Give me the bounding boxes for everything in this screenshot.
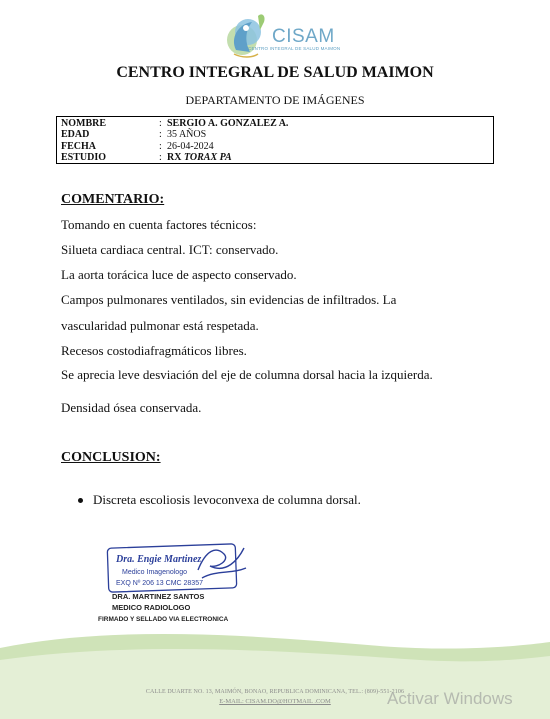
conclusion-item: Discreta escoliosis levoconvexa de columna dorsal. (93, 492, 361, 507)
comentario-line: vascularidad pulmonar está respetada. (61, 318, 259, 333)
signature-note: FIRMADO Y SELLADO VIA ELECTRONICA (98, 616, 229, 623)
info-separator: : (159, 152, 162, 163)
logo-subtitle: CENTRO INTEGRAL DE SALUD MAIMON (248, 46, 341, 51)
study-date: 26-04-2024 (167, 141, 214, 152)
comentario-line: Se aprecia leve desviación del eje de columna dorsal hacia la izquierda. (61, 367, 433, 382)
doctor-name: DRA. MARTINEZ SANTOS (112, 592, 205, 601)
doctor-title: MEDICO RADIOLOGO (112, 603, 191, 612)
patient-row-estudio (61, 152, 491, 163)
logo-wordmark: CISAM (272, 26, 335, 47)
conclusion-heading: CONCLUSION: (61, 450, 161, 465)
info-separator: : (159, 129, 162, 140)
comentario-line: Silueta cardiaca central. ICT: conservado. (61, 242, 279, 257)
comentario-line: Densidad ósea conservada. (61, 400, 202, 415)
patient-age: 35 AÑOS (167, 129, 207, 140)
info-label: FECHA (61, 141, 96, 152)
signature-stamp (106, 540, 256, 600)
info-label: ESTUDIO (61, 152, 107, 163)
patient-row-fecha (61, 141, 491, 152)
footer-address: CALLE DUARTE NO. 13, MAIMÓN, BONAO, REPUBLICA DOMINICANA, TEL.: (809)-551-2106 (145, 689, 405, 695)
comentario-line: Tomando en cuenta factores técnicos: (61, 217, 257, 232)
department-title: DEPARTAMENTO DE IMÁGENES (185, 93, 365, 107)
info-label: EDAD (61, 129, 90, 140)
cisam-logo (222, 10, 347, 62)
comentario-line: Recesos costodiafragmáticos libres. (61, 343, 247, 358)
stamp-role: Medico Imagenologo (122, 569, 187, 576)
patient-info-box (56, 116, 494, 164)
bullet-icon (78, 498, 83, 503)
handwritten-signature (198, 548, 246, 578)
comentario-line: Campos pulmonares ventilados, sin evidencias de infiltrados. La (61, 292, 397, 307)
study-type (167, 152, 232, 163)
windows-activation-watermark: Activar Windows (387, 689, 513, 708)
footer-email: E-MAIL: CISAM.DO@HOTMAIL .COM (219, 698, 331, 705)
comentario-heading: COMENTARIO: (61, 192, 165, 207)
page-title: CENTRO INTEGRAL DE SALUD MAIMON (116, 64, 434, 81)
patient-name: SERGIO A. GONZALEZ A. (167, 118, 289, 129)
info-label: NOMBRE (61, 118, 106, 129)
info-separator: : (159, 118, 162, 129)
info-separator: : (159, 141, 162, 152)
study-prefix: RX (167, 152, 184, 163)
stamp-id: EXQ Nº 206 13 CMC 28357 (116, 580, 203, 587)
study-name: TORAX PA (183, 152, 232, 163)
comentario-line: La aorta torácica luce de aspecto conservado. (61, 267, 297, 282)
patient-row-nombre (61, 118, 491, 129)
patient-row-edad (61, 129, 491, 140)
stamp-name: Dra. Engie Martinez (116, 554, 202, 565)
